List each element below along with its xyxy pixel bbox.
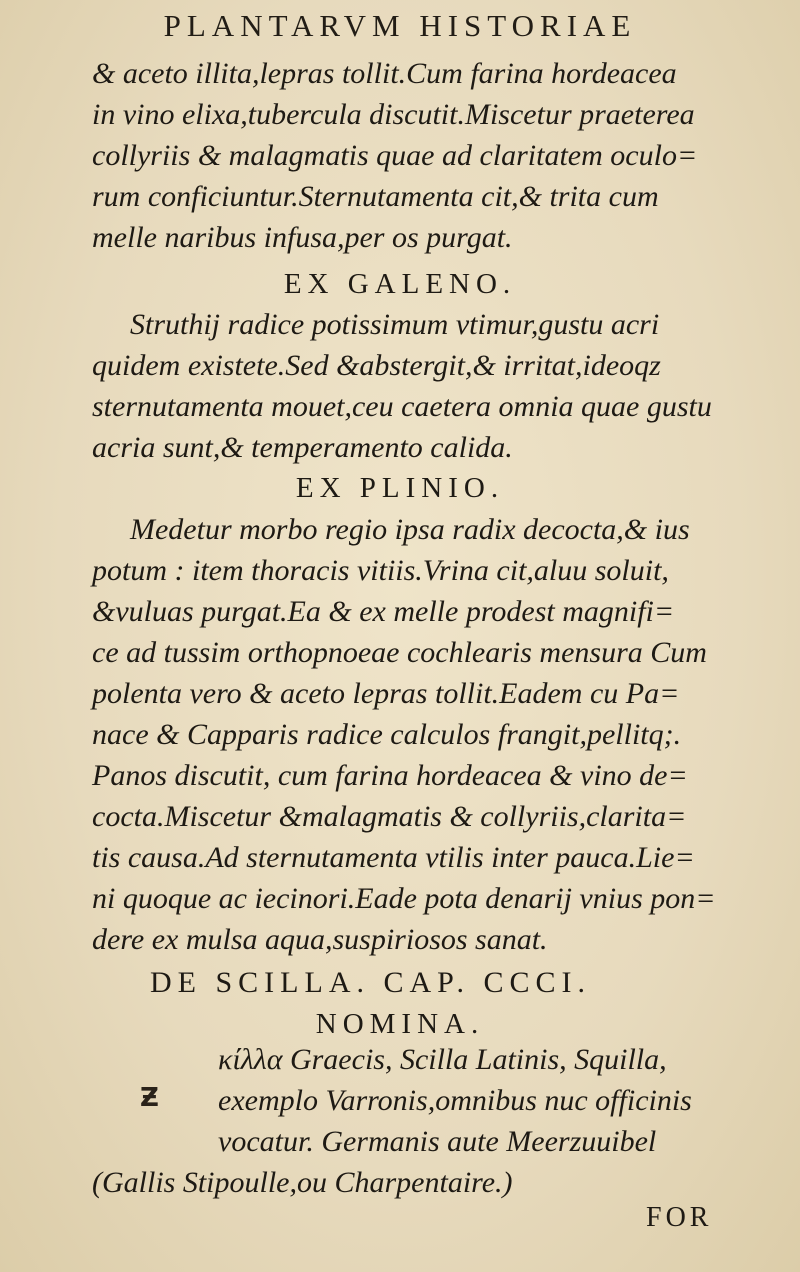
text-line: Panos discutit, cum farina hordeacea & vino de= [92, 759, 688, 792]
text-line: nace & Capparis radice calculos frangit,pellitq;. [92, 718, 682, 751]
text-line: Struthij radice potissimum vtimur,gustu acri [130, 308, 660, 341]
section-heading-galeno: EX GALENO. [283, 268, 517, 300]
text-line: in vino elixa,tubercula discutit.Miscetur praeterea [92, 98, 695, 131]
text-line: tis causa.Ad sternutamenta vtilis inter pauca.Lie= [92, 841, 695, 874]
text-line: melle naribus infusa,per os purgat. [92, 221, 513, 254]
chapter-heading: DE SCILLA. CAP. CCCI. [150, 966, 592, 999]
nomina-line: exemplo Varronis,omnibus nuc officinis [218, 1084, 692, 1117]
text-line: cocta.Miscetur &malagmatis & collyriis,clarita= [92, 800, 687, 833]
text-line: dere ex mulsa aqua,suspiriosos sanat. [92, 923, 548, 956]
nomina-line: κίλλα Graecis, Scilla Latinis, Squilla, [218, 1043, 667, 1076]
nomina-line-gallis: (Gallis Stipoulle,ou Charpentaire.) [92, 1166, 513, 1199]
text-line: polenta vero & aceto lepras tollit.Eadem cu Pa= [92, 677, 680, 710]
text-line: rum conficiuntur.Sternutamenta cit,& trita cum [92, 180, 659, 213]
text-line: potum : item thoracis vitiis.Vrina cit,aluu soluit, [92, 554, 669, 587]
nomina-heading: NOMINA. [315, 1008, 485, 1040]
nomina-line: vocatur. Germanis aute Meerzuuibel [218, 1125, 657, 1158]
text-line: Medetur morbo regio ipsa radix decocta,& ius [130, 513, 690, 546]
catchword: FOR [646, 1202, 713, 1233]
text-line: ce ad tussim orthopnoeae cochlearis mensura Cum [92, 636, 707, 669]
text-line: ni quoque ac iecinori.Eade pota denarij vnius pon= [92, 882, 716, 915]
text-line: &vuluas purgat.Ea & ex melle prodest magnifi= [92, 595, 675, 628]
text-line: acria sunt,& temperamento calida. [92, 431, 513, 464]
text-line: sternutamenta mouet,ceu caetera omnia quae gustu [92, 390, 712, 423]
text-line: quidem existete.Sed &abstergit,& irritat,ideoqz [92, 349, 661, 382]
section-heading-plinio: EX PLINIO. [295, 472, 505, 504]
running-head: PLANTARVM HISTORIAE [163, 8, 637, 43]
text-line: & aceto illita,lepras tollit.Cum farina hordeacea [92, 57, 677, 90]
text-line: collyriis & malagmatis quae ad claritatem oculo= [92, 139, 698, 172]
margin-symbol-icon: Ƶ [140, 1083, 159, 1113]
